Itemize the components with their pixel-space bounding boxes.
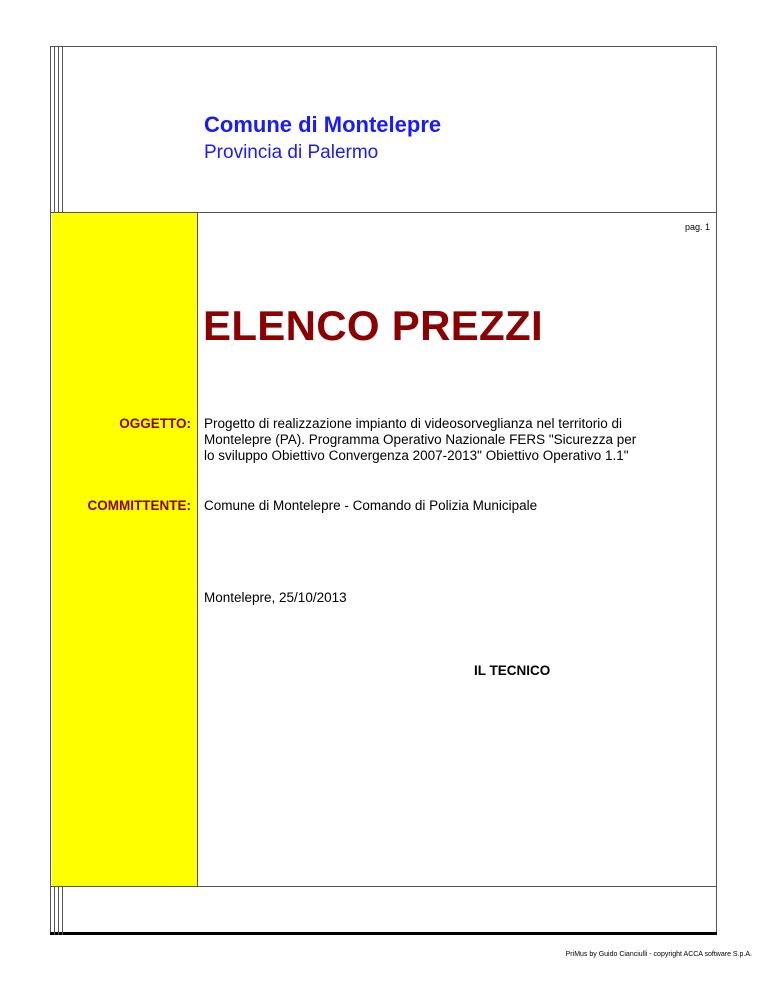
oggetto-label: OGGETTO: (119, 416, 191, 431)
municipality-name: Comune di Montelepre (204, 112, 442, 137)
oggetto-line: lo sviluppo Obiettivo Convergenza 2007-2013" Obiettivo Operativo 1.1" (204, 448, 629, 463)
frame-bottom-rule (50, 932, 717, 935)
province-name: Provincia di Palermo (204, 142, 379, 163)
software-credit: PriMus by Guido Cianciulli - copyright ACCA software S.p.A. (565, 951, 752, 958)
footer-separator (50, 886, 717, 887)
document-title: ELENCO PREZZI (203, 302, 543, 349)
oggetto-text (204, 416, 714, 464)
place-date: Montelepre, 25/10/2013 (204, 590, 347, 605)
oggetto-line: Montelepre (PA). Programma Operativo Nazionale FERS "Sicurezza per (204, 432, 637, 447)
committente-label: COMMITTENTE: (87, 498, 191, 513)
committente-value: Comune di Montelepre - Comando di Polizia Municipale (204, 498, 538, 513)
page-number: pag. 1 (684, 222, 710, 232)
yellow-sidebar (52, 213, 198, 886)
signature-label: IL TECNICO (474, 663, 551, 678)
oggetto-line: Progetto di realizzazione impianto di videosorveglianza nel territorio di (204, 416, 622, 431)
